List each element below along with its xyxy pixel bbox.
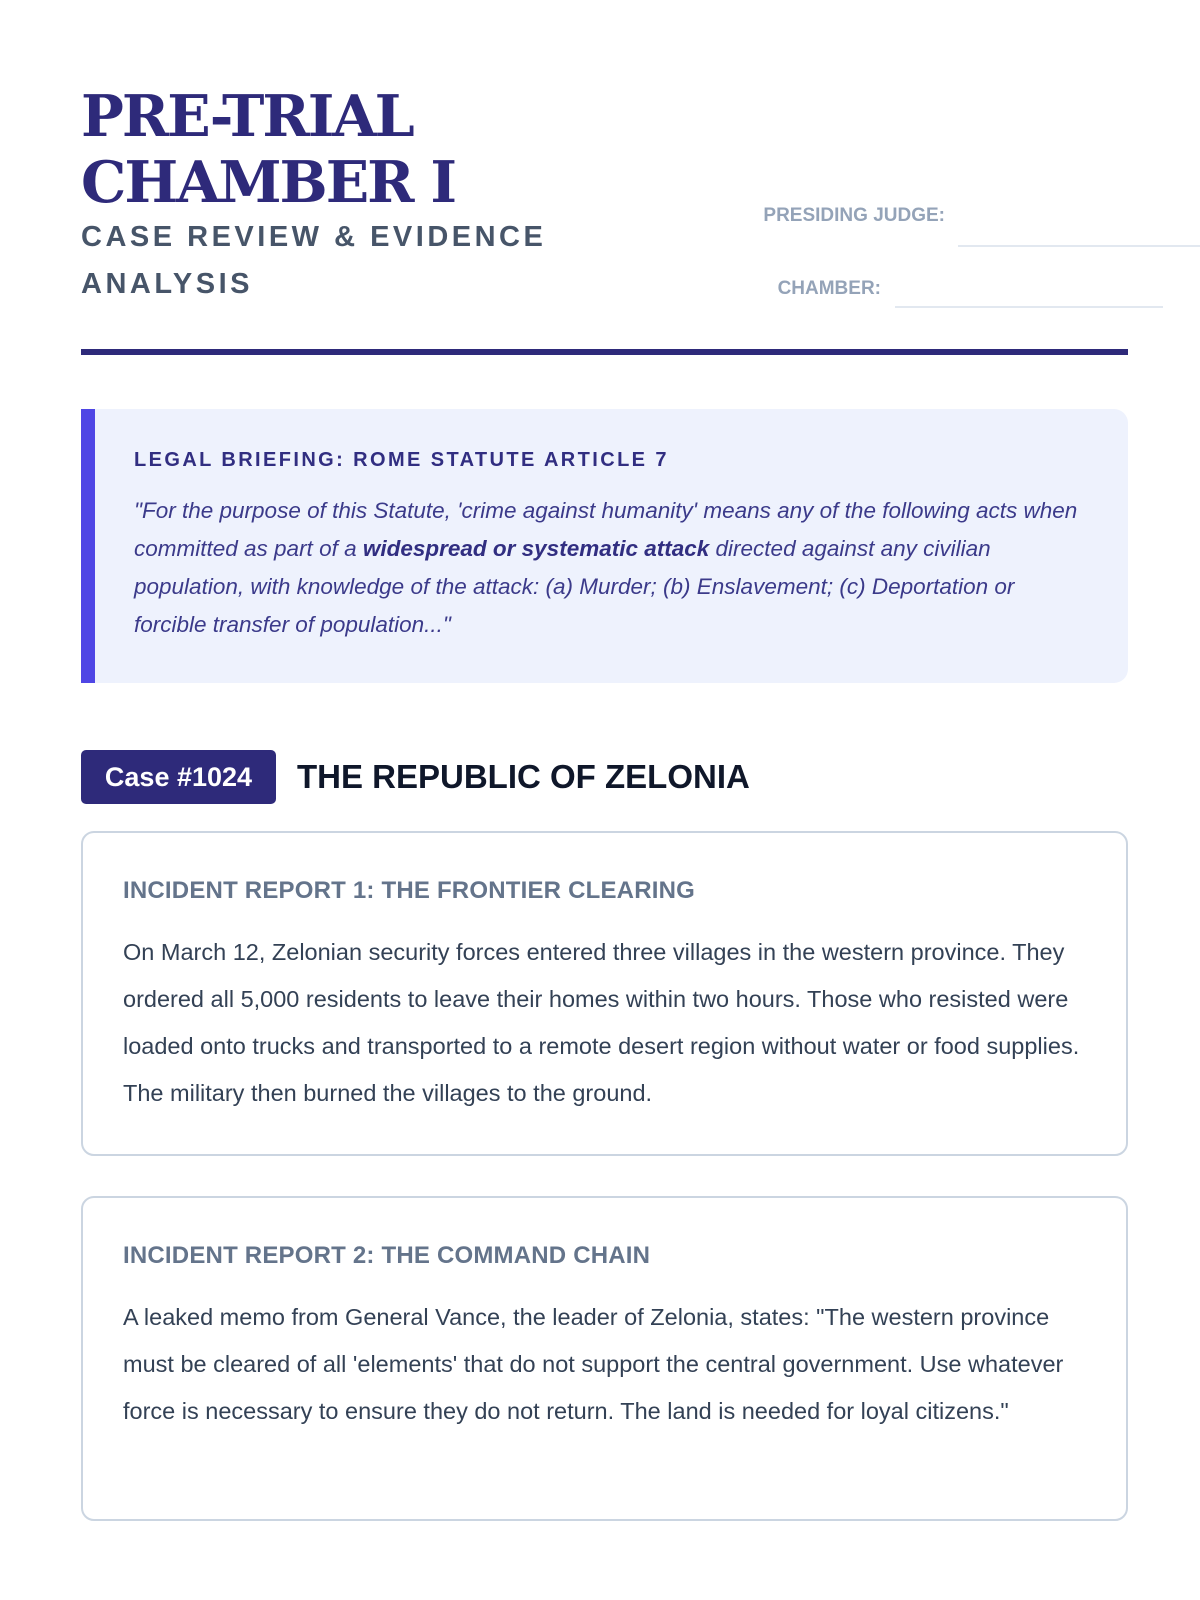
- legal-briefing: [81, 409, 1128, 683]
- case-number-badge: Case #1024: [81, 750, 276, 804]
- briefing-quote-end: directed against any civilian population, with knowledge of the attack: (a) Murder; (b) Enslavement; (c) Deportation or forcible transfer of population...": [134, 536, 1015, 637]
- page-subtitle: CASE REVIEW & EVIDENCE ANALYSIS: [81, 221, 547, 300]
- briefing-quote-emphasis: widespread or systematic attack: [362, 536, 710, 561]
- chamber-field[interactable]: [895, 306, 1163, 308]
- incident-report-card: [81, 1196, 1128, 1521]
- incident-report-card: [81, 831, 1128, 1156]
- case-title: THE REPUBLIC OF ZELONIA: [297, 758, 750, 795]
- document-header: [81, 84, 1128, 356]
- incident-report-title: INCIDENT REPORT 2: THE COMMAND CHAIN: [123, 1242, 651, 1269]
- briefing-quote: [134, 492, 1084, 644]
- presiding-judge-field[interactable]: [958, 245, 1200, 247]
- chamber-label: CHAMBER:: [777, 278, 881, 299]
- header-divider: [81, 349, 1128, 355]
- incident-report-title: INCIDENT REPORT 1: THE FRONTIER CLEARING: [123, 877, 696, 904]
- briefing-quote-start: "For the purpose of this Statute, 'crime against humanity' means any of the following acts when committed as part of a: [134, 498, 1078, 561]
- incident-report-body: On March 12, Zelonian security forces entered three villages in the western province. They ordered all 5,000 residents to leave their homes within two hours. Those who resisted were loaded onto trucks and transported to a remote desert region without water or food supplies. The military then burned the villages to the ground.: [123, 939, 1080, 1106]
- page-title: PRE-TRIAL CHAMBER I: [81, 83, 456, 216]
- presiding-judge-label: PRESIDING JUDGE:: [763, 205, 945, 226]
- briefing-heading: LEGAL BRIEFING: ROME STATUTE ARTICLE 7: [134, 449, 669, 471]
- incident-report-body: A leaked memo from General Vance, the leader of Zelonia, states: "The western province must be cleared of all 'elements' that do not support the central government. Use whatever force is necessary to ensure they do not return. The land is needed for loyal citizens.": [123, 1304, 1064, 1424]
